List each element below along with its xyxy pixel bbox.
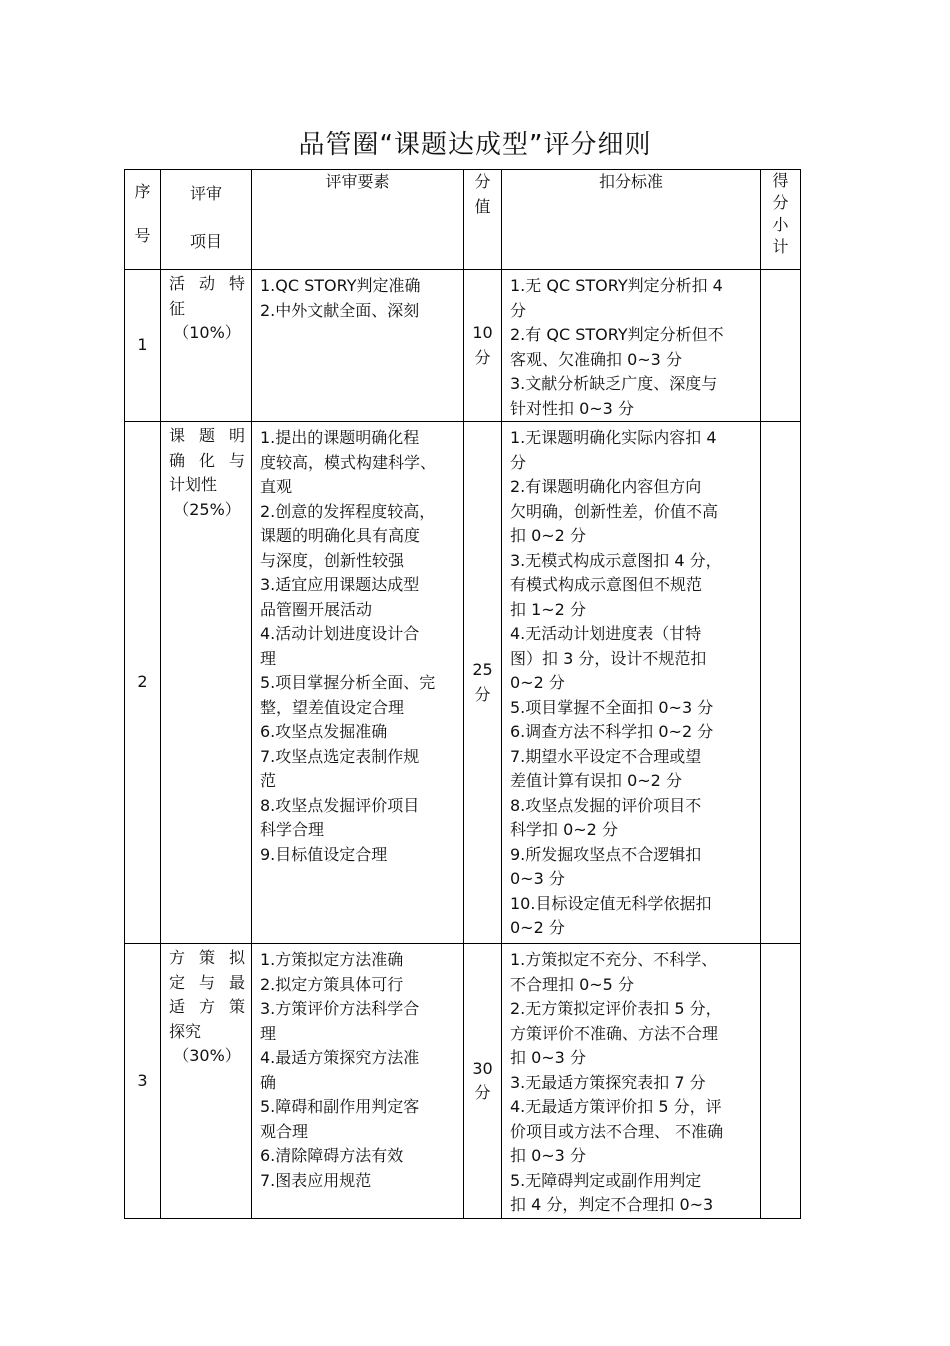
header-value: 分 值 xyxy=(464,170,502,270)
row-elements: 1.提出的课题明确化程 度较高，模式构建科学、 直观 2.创意的发挥程度较高， 课题的明确化具有高度 与深度，创新性较强 3.适宜应用课题达成型 品管圈开展活动 4.活动计划进度设计合 理 5.项目掌握分析全面、完 整，望差值设定合理 6.攻坚点发掘准确 7.攻坚点选定表制作规 范 8.攻坚点发掘评价项目 科学合理 9.目标值设定合理 xyxy=(252,422,464,944)
scoring-table xyxy=(124,169,801,1219)
row-value: 10 分 xyxy=(464,270,502,422)
row-item: 方 策 拟 定 与 最 适 方 策 探究 （30%） xyxy=(161,944,252,1219)
header-elements: 评审要素 xyxy=(252,170,464,270)
row-value: 25 分 xyxy=(464,422,502,944)
header-score: 得 分 小 计 xyxy=(761,170,801,270)
row-score-cell xyxy=(761,944,801,1219)
row-elements: 1.QC STORY判定准确 2.中外文献全面、深刻 xyxy=(252,270,464,422)
row-deductions: 1.无 QC STORY判定分析扣 4 分 2.有 QC STORY判定分析但不 客观、欠准确扣 0~3 分 3.文献分析缺乏广度、深度与 针对性扣 0~3 分 xyxy=(502,270,761,422)
row-score-cell xyxy=(761,422,801,944)
row-score-cell xyxy=(761,270,801,422)
row-deductions: 1.方策拟定不充分、不科学、 不合理扣 0~5 分 2.无方策拟定评价表扣 5 分， 方策评价不准确、方法不合理 扣 0~3 分 3.无最适方策探究表扣 7 分 4.无最适方策评价扣 5 分，评 价项目或方法不合理、 不准确 扣 0~3 分 5.无障碍判定或副作用判定 扣 4 分，判定不合理扣 0~3 xyxy=(502,944,761,1219)
header-deduction: 扣分标准 xyxy=(502,170,761,270)
row-item: 课 题 明 确 化 与 计划性 （25%） xyxy=(161,422,252,944)
table-row xyxy=(125,944,801,1219)
page-title: 品管圈“课题达成型”评分细则 xyxy=(298,130,652,160)
row-elements: 1.方策拟定方法准确 2.拟定方策具体可行 3.方策评价方法科学合 理 4.最适方策探究方法准 确 5.障碍和副作用判定客 观合理 6.清除障碍方法有效 7.图表应用规范 xyxy=(252,944,464,1219)
header-item: 评审 项目 xyxy=(161,170,252,270)
row-seq: 1 xyxy=(125,270,161,422)
row-item: 活 动 特 征 （10%） xyxy=(161,270,252,422)
row-deductions: 1.无课题明确化实际内容扣 4 分 2.有课题明确化内容但方向 欠明确，创新性差，价值不高 扣 0~2 分 3.无模式构成示意图扣 4 分， 有模式构成示意图但不规范 扣 1~2 分 4.无活动计划进度表（甘特 图）扣 3 分，设计不规范扣 0~2 分 5.项目掌握不全面扣 0~3 分 6.调查方法不科学扣 0~2 分 7.期望水平设定不合理或望 差值计算有误扣 0~2 分 8.攻坚点发掘的评价项目不 科学扣 0~2 分 9.所发掘攻坚点不合逻辑扣 0~3 分 10.目标设定值无科学依据扣 0~2 分 xyxy=(502,422,761,944)
header-seq: 序 号 xyxy=(125,170,161,270)
header-row xyxy=(125,170,801,270)
table-row xyxy=(125,422,801,944)
table-row xyxy=(125,270,801,422)
row-seq: 3 xyxy=(125,944,161,1219)
row-seq: 2 xyxy=(125,422,161,944)
row-value: 30 分 xyxy=(464,944,502,1219)
